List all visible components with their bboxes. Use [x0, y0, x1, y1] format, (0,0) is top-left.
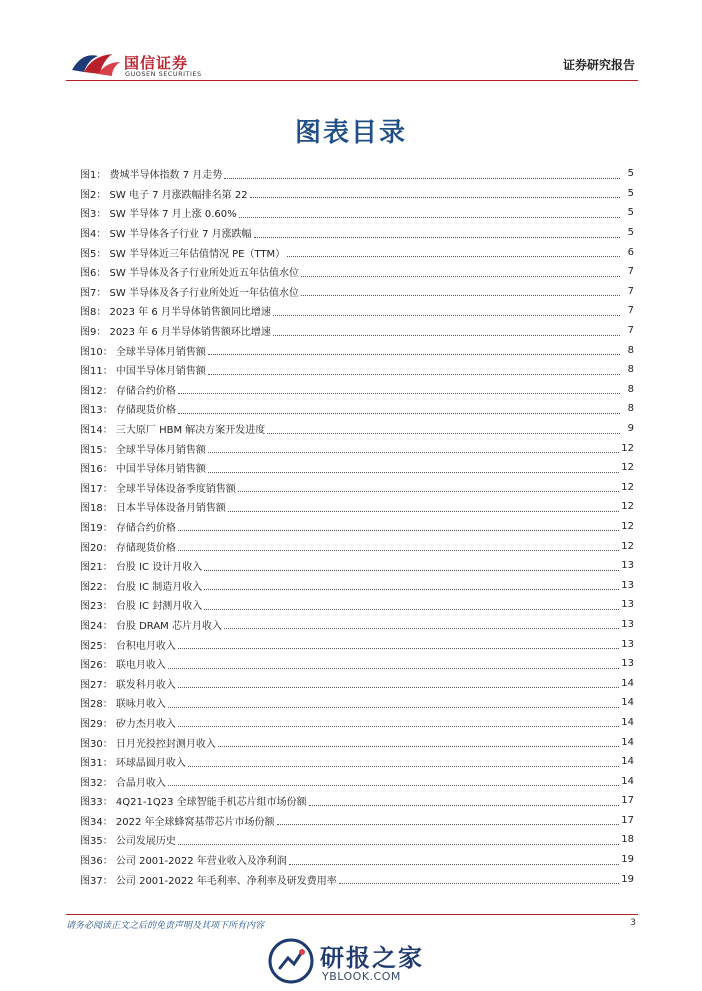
toc-leader-dots [188, 765, 619, 767]
toc-leader-dots [239, 216, 620, 218]
toc-entry-label: 图21： 台股 IC 设计月收入 [80, 562, 203, 574]
toc-leader-dots [228, 510, 619, 512]
toc-entry-label: 图11： 中国半导体月销售额 [80, 366, 206, 378]
toc-leader-dots [224, 177, 620, 179]
toc-entry-page: 13 [621, 658, 634, 670]
toc-leader-dots [238, 490, 619, 492]
watermark-text: 研报之家 [320, 944, 424, 972]
logo-text-cn: 国信证券 [124, 54, 189, 72]
toc-entry-page: 5 [627, 207, 634, 219]
toc-entry[interactable] [80, 752, 634, 772]
toc-leader-dots [224, 627, 619, 629]
toc-entry[interactable] [80, 164, 634, 184]
toc-entry[interactable] [80, 536, 634, 556]
toc-entry-page: 17 [621, 795, 634, 807]
toc-entry-label: 图32： 合晶月收入 [80, 777, 166, 789]
report-type-label: 证券研究报告 [562, 58, 635, 72]
toc-leader-dots [178, 529, 619, 531]
watermark-icon [268, 938, 314, 984]
toc-entry-page: 7 [627, 266, 634, 278]
toc-entry-page: 12 [621, 540, 634, 552]
toc-leader-dots [178, 549, 619, 551]
toc-leader-dots [204, 588, 619, 590]
toc-entry[interactable] [80, 869, 634, 889]
toc-entry-page: 14 [621, 697, 634, 709]
toc-leader-dots [178, 843, 619, 845]
toc-entry-page: 13 [621, 618, 634, 630]
guosen-logo-icon [68, 48, 124, 78]
toc-entry[interactable] [80, 282, 634, 302]
toc-leader-dots [178, 647, 619, 649]
toc-entry-label: 图4： SW 半导体各子行业 7 月涨跌幅 [80, 229, 252, 241]
toc-entry-label: 图18： 日本半导体设备月销售额 [80, 503, 226, 515]
toc-entry-label: 图14： 三大原厂 HBM 解决方案开发进度 [80, 425, 266, 437]
toc-entry[interactable] [80, 575, 634, 595]
toc-entry-label: 图36： 公司 2001-2022 年营业收入及净利润 [80, 856, 287, 868]
toc-entry-page: 8 [627, 364, 634, 376]
toc-entry[interactable] [80, 242, 634, 262]
toc-entry[interactable] [80, 380, 634, 400]
toc-entry[interactable] [80, 517, 634, 537]
toc-leader-dots [273, 314, 620, 316]
toc-leader-dots [309, 804, 620, 806]
page-header [0, 0, 702, 86]
toc-entry-page: 5 [627, 168, 634, 180]
toc-entry-page: 14 [621, 716, 634, 728]
toc-entry-label: 图6： SW 半导体及各子行业所处近五年估值水位 [80, 268, 299, 280]
toc-entry-page: 17 [621, 814, 634, 826]
toc-entry-page: 8 [627, 403, 634, 415]
toc-entry[interactable] [80, 595, 634, 615]
toc-entry[interactable] [80, 693, 634, 713]
toc-leader-dots [178, 686, 619, 688]
toc-entry-page: 13 [621, 599, 634, 611]
toc-entry-page: 12 [621, 501, 634, 513]
toc-leader-dots [178, 725, 619, 727]
toc-entry[interactable] [80, 556, 634, 576]
toc-leader-dots [178, 392, 620, 394]
toc-entry-label: 图19： 存储合约价格 [80, 522, 176, 534]
toc-entry-label: 图20： 存储现货价格 [80, 542, 176, 554]
toc-entry-label: 图30： 日月光投控封测月收入 [80, 738, 216, 750]
toc-entry-page: 7 [627, 285, 634, 297]
toc-entry[interactable] [80, 771, 634, 791]
header-divider [66, 80, 638, 81]
toc-entry-page: 14 [621, 736, 634, 748]
toc-entry-label: 图24： 台股 DRAM 芯片月收入 [80, 620, 222, 632]
toc-entry-page: 12 [621, 481, 634, 493]
toc-entry[interactable] [80, 791, 634, 811]
toc-entry-label: 图31： 环球晶圆月收入 [80, 758, 186, 770]
toc-entry[interactable] [80, 340, 634, 360]
page-number: 3 [630, 918, 636, 928]
page-title: 图表目录 [294, 118, 407, 148]
table-of-figures [80, 164, 634, 889]
toc-entry-page: 13 [621, 638, 634, 650]
toc-entry-label: 图13： 存储现货价格 [80, 405, 176, 417]
toc-entry-label: 图9： 2023 年 6 月半导体销售额环比增速 [80, 327, 271, 339]
guosen-logo [68, 46, 208, 82]
toc-leader-dots [287, 255, 620, 257]
toc-leader-dots [250, 196, 620, 198]
toc-leader-dots [301, 294, 620, 296]
toc-entry-label: 图33： 4Q21-1Q23 全球智能手机芯片组市场份额 [80, 797, 307, 809]
toc-leader-dots [204, 569, 619, 571]
toc-entry-page: 13 [621, 560, 634, 572]
toc-entry[interactable] [80, 184, 634, 204]
disclaimer-text: 请务必阅读正文之后的免责声明及其项下所有内容 [66, 921, 265, 931]
toc-entry-label: 图5： SW 半导体近三年估值情况 PE（TTM） [80, 248, 286, 260]
toc-entry-label: 图37： 公司 2001-2022 年毛利率、净利率及研发费用率 [80, 875, 337, 887]
toc-entry-label: 图16： 中国半导体月销售额 [80, 464, 206, 476]
toc-entry[interactable] [80, 458, 634, 478]
toc-entry-page: 19 [621, 854, 634, 866]
toc-leader-dots [204, 608, 619, 610]
toc-entry[interactable] [80, 438, 634, 458]
toc-entry-label: 图26： 联电月收入 [80, 660, 166, 672]
toc-leader-dots [208, 451, 619, 453]
toc-entry-page: 8 [627, 344, 634, 356]
toc-entry-label: 图15： 全球半导体月销售额 [80, 444, 206, 456]
toc-leader-dots [178, 412, 620, 414]
watermark [268, 936, 468, 990]
toc-entry-label: 图27： 联发科月收入 [80, 679, 176, 691]
toc-entry-page: 14 [621, 677, 634, 689]
toc-entry-page: 8 [627, 383, 634, 395]
toc-entry-page: 12 [621, 520, 634, 532]
toc-entry[interactable] [80, 497, 634, 517]
toc-entry-label: 图3： SW 半导体 7 月上涨 0.60% [80, 209, 237, 221]
toc-entry-page: 5 [627, 187, 634, 199]
toc-leader-dots [301, 275, 620, 277]
toc-leader-dots [168, 706, 619, 708]
toc-entry-label: 图7： SW 半导体及各子行业所处近一年估值水位 [80, 287, 299, 299]
toc-leader-dots [289, 863, 619, 865]
toc-entry-page: 18 [621, 834, 634, 846]
toc-entry-label: 图29： 矽力杰月收入 [80, 718, 176, 730]
watermark-url: YBLOOK.COM [322, 970, 401, 983]
logo-text-en: GUOSEN SECURITIES [125, 70, 202, 78]
toc-leader-dots [168, 667, 619, 669]
toc-leader-dots [267, 432, 620, 434]
toc-leader-dots [208, 373, 620, 375]
toc-entry-label: 图34： 2022 年全球蜂窝基带芯片市场份额 [80, 816, 275, 828]
toc-entry-label: 图22： 台股 IC 制造月收入 [80, 581, 203, 593]
toc-entry-page: 5 [627, 227, 634, 239]
toc-leader-dots [339, 882, 619, 884]
toc-entry[interactable] [80, 732, 634, 752]
toc-entry[interactable] [80, 223, 634, 243]
toc-entry[interactable] [80, 262, 634, 282]
toc-entry[interactable] [80, 419, 634, 439]
toc-entry[interactable] [80, 478, 634, 498]
toc-entry-label: 图28： 联咏月收入 [80, 699, 166, 711]
toc-entry-page: 7 [627, 325, 634, 337]
footer-divider [66, 914, 638, 915]
toc-leader-dots [208, 471, 619, 473]
toc-entry-label: 图8： 2023 年 6 月半导体销售额同比增速 [80, 307, 271, 319]
toc-entry-label: 图25： 台积电月收入 [80, 640, 176, 652]
toc-entry-page: 14 [621, 775, 634, 787]
toc-entry-label: 图35： 公司发展历史 [80, 836, 176, 848]
toc-entry[interactable] [80, 673, 634, 693]
toc-leader-dots [273, 334, 620, 336]
toc-entry[interactable] [80, 301, 634, 321]
toc-entry-page: 9 [627, 423, 634, 435]
toc-entry[interactable] [80, 713, 634, 733]
toc-leader-dots [168, 784, 619, 786]
toc-entry-page: 12 [621, 462, 634, 474]
toc-entry-page: 6 [627, 246, 634, 258]
toc-entry[interactable] [80, 399, 634, 419]
toc-entry-page: 12 [621, 442, 634, 454]
toc-leader-dots [254, 236, 620, 238]
toc-entry-label: 图10： 全球半导体月销售额 [80, 346, 206, 358]
toc-entry[interactable] [80, 830, 634, 850]
toc-entry-label: 图1： 费城半导体指数 7 月走势 [80, 170, 223, 182]
toc-entry[interactable] [80, 850, 634, 870]
toc-entry[interactable] [80, 615, 634, 635]
toc-entry[interactable] [80, 360, 634, 380]
toc-entry-page: 14 [621, 756, 634, 768]
toc-entry-label: 图17： 全球半导体设备季度销售额 [80, 483, 236, 495]
toc-entry[interactable] [80, 321, 634, 341]
toc-entry[interactable] [80, 203, 634, 223]
toc-entry-label: 图2： SW 电子 7 月涨跌幅排名第 22 [80, 189, 248, 201]
toc-entry[interactable] [80, 634, 634, 654]
toc-entry[interactable] [80, 654, 634, 674]
toc-entry-page: 13 [621, 579, 634, 591]
toc-leader-dots [277, 823, 620, 825]
toc-entry-page: 7 [627, 305, 634, 317]
toc-entry-page: 19 [621, 873, 634, 885]
toc-leader-dots [208, 353, 620, 355]
toc-entry[interactable] [80, 811, 634, 831]
toc-entry-label: 图23： 台股 IC 封测月收入 [80, 601, 203, 613]
toc-entry-label: 图12： 存储合约价格 [80, 385, 176, 397]
toc-leader-dots [218, 745, 619, 747]
